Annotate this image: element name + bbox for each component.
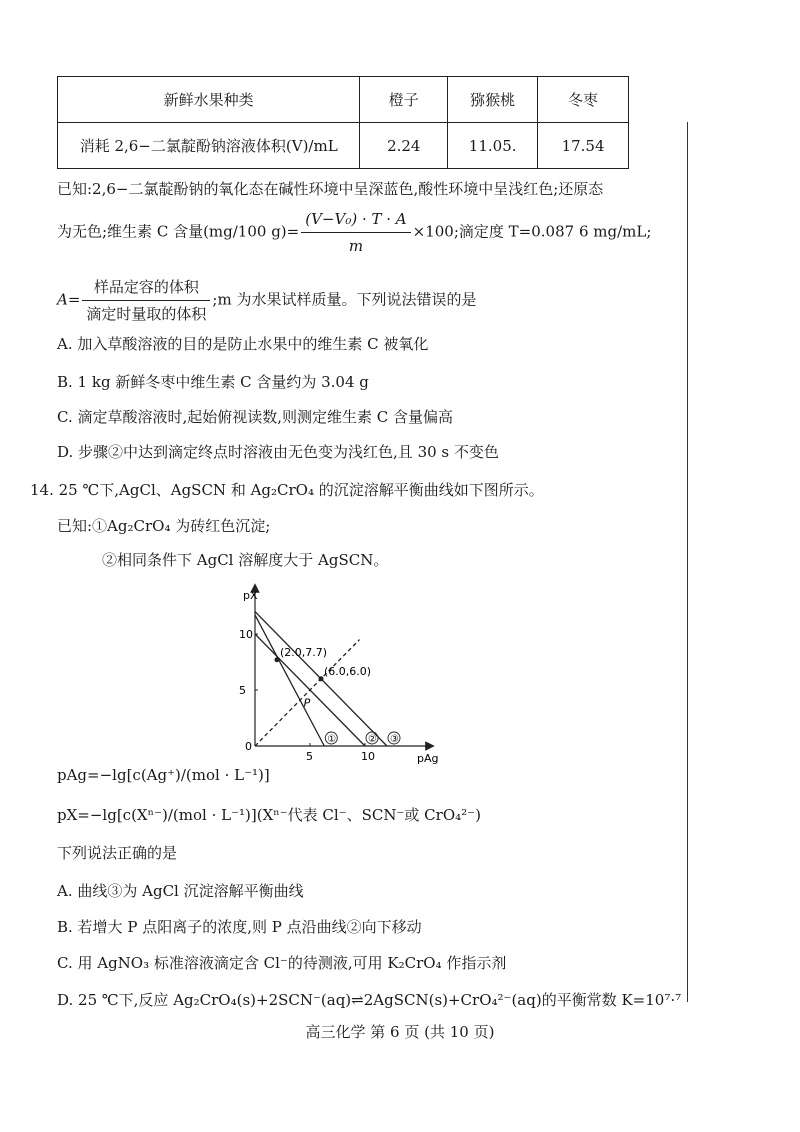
annotation-label: (6.0,6.0) xyxy=(324,664,372,678)
series-line xyxy=(255,615,324,746)
table-row xyxy=(58,123,629,169)
series-label: ② xyxy=(368,734,377,745)
q14-option-d: D. 25 ℃下,反应 Ag₂CrO₄(s)+2SCN⁻(aq)⇌2AgSCN(s)+CrO₄²⁻(aq)的平衡常数 K=10⁷·⁷ xyxy=(57,991,682,1009)
solubility-chart xyxy=(225,582,455,767)
x-tick-label: 10 xyxy=(361,750,375,763)
y-axis-label: pX xyxy=(243,589,258,602)
annotation-point xyxy=(319,676,324,681)
series-label: ③ xyxy=(390,734,399,745)
q13-option-d: D. 步骤②中达到滴定终点时溶液由无色变为浅红色,且 30 s 不变色 xyxy=(57,443,499,461)
px-definition: pX=−lg[c(Xⁿ⁻)/(mol · L⁻¹)](Xⁿ⁻代表 Cl⁻、SCN⁻或 CrO₄²⁻) xyxy=(57,806,481,824)
table-header-cell: 橙子 xyxy=(360,77,448,123)
a-denominator: 滴定时量取的体积 xyxy=(86,305,207,323)
fruit-table xyxy=(57,76,629,169)
table-cell: 17.54 xyxy=(538,123,629,169)
pag-definition: pAg=−lg[c(Ag⁺)/(mol · L⁻¹)] xyxy=(57,766,270,784)
margin-divider xyxy=(687,122,688,1002)
q13-option-b: B. 1 kg 新鲜冬枣中维生素 C 含量约为 3.04 g xyxy=(57,373,369,391)
q14-stem: 14. 25 ℃下,AgCl、AgSCN 和 Ag₂CrO₄ 的沉淀溶解平衡曲线如下图所示。 xyxy=(30,481,544,499)
q14-known-1: 已知:①Ag₂CrO₄ 为砖红色沉淀; xyxy=(57,517,271,535)
y-tick-label: 5 xyxy=(239,684,246,697)
table-cell: 2.24 xyxy=(360,123,448,169)
q14-option-c: C. 用 AgNO₃ 标准溶液滴定含 Cl⁻的待测液,可用 K₂CrO₄ 作指示剂 xyxy=(57,954,507,972)
known-line-1: 已知:2,6−二氯靛酚钠的氧化态在碱性环境中呈深蓝色,酸性环境中呈浅红色;还原态 xyxy=(57,180,604,198)
a-definition-line xyxy=(57,276,476,325)
q14-option-a: A. 曲线③为 AgCl 沉淀溶解平衡曲线 xyxy=(57,882,304,900)
table-header-row xyxy=(58,77,629,123)
origin-label: 0 xyxy=(245,740,252,753)
table-cell: 11.05. xyxy=(448,123,538,169)
q13-option-a: A. 加入草酸溶液的目的是防止水果中的维生素 C 被氧化 xyxy=(57,335,429,353)
formula-prefix: 为无色;维生素 C 含量(mg/100 g)= xyxy=(57,222,300,241)
q13-option-c: C. 滴定草酸溶液时,起始俯视读数,则测定维生素 C 含量偏高 xyxy=(57,408,454,426)
y-tick-label: 10 xyxy=(239,628,253,641)
x-tick-label: 5 xyxy=(306,750,313,763)
vitc-denominator: m xyxy=(348,237,364,255)
vitc-numerator: (V−V₀) · T · A xyxy=(301,208,410,233)
a-prefix: A= xyxy=(57,290,81,309)
table-header-cell: 冬枣 xyxy=(538,77,629,123)
annotation-point xyxy=(275,657,280,662)
annotation-label: (2.0,7.7) xyxy=(280,645,328,659)
q14-prompt: 下列说法正确的是 xyxy=(57,844,178,862)
vitc-fraction xyxy=(301,208,410,257)
formula-suffix: ×100;滴定度 T=0.087 6 mg/mL; xyxy=(412,222,652,241)
a-fraction xyxy=(82,276,210,325)
table-header-cell: 猕猴桃 xyxy=(448,77,538,123)
q14-option-b: B. 若增大 P 点阳离子的浓度,则 P 点沿曲线②向下移动 xyxy=(57,918,422,936)
table-cell: 消耗 2,6−二氯靛酚钠溶液体积(V)/mL xyxy=(58,123,360,169)
series-label: ① xyxy=(327,734,337,745)
formula-line xyxy=(57,208,651,257)
point-p-label: P xyxy=(303,696,311,710)
table-header-cell: 新鲜水果种类 xyxy=(58,77,360,123)
a-suffix: ;m 为水果试样质量。下列说法错误的是 xyxy=(212,290,477,309)
page-footer: 高三化学 第 6 页 (共 10 页) xyxy=(305,1023,495,1041)
x-axis-label: pAg xyxy=(417,752,439,765)
q14-known-2: ②相同条件下 AgCl 溶解度大于 AgSCN。 xyxy=(102,551,389,569)
a-numerator: 样品定容的体积 xyxy=(82,276,210,301)
